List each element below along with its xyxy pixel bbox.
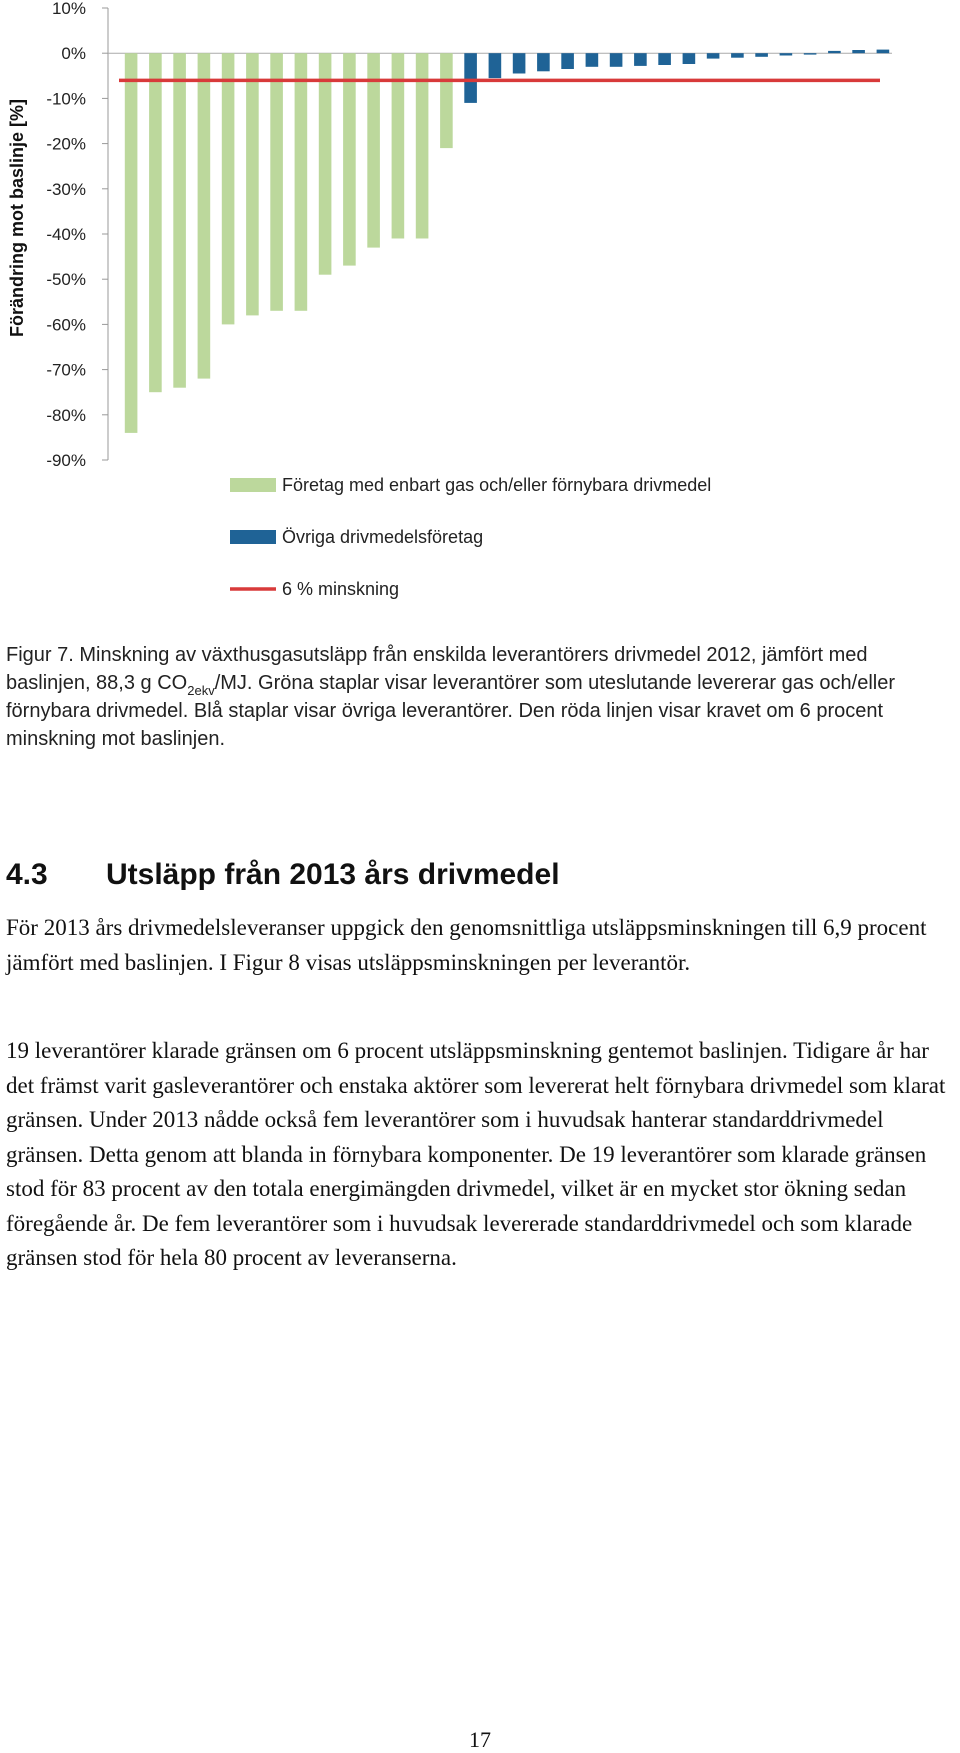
bars xyxy=(125,50,889,433)
y-tick-label: 10% xyxy=(51,0,86,18)
bar xyxy=(634,53,647,66)
bar xyxy=(610,53,623,67)
section-number: 4.3 xyxy=(6,858,48,891)
paragraph-2: 19 leverantörer klarade gränsen om 6 procent utsläppsminskning gentemot baslinjen. Tidigare år har det främst varit gasleverantörer och enstaka aktörer som levererat helt förnybara drivmedel som klarat gränsen. Under 2013 nådde också fem leverantörer som i huvudsak hanterar standarddrivmedel gränsen. Detta genom att blanda in förnybara komponenter. De 19 leverantörer som klarade gränsen stod för 83 procent av den totala energimängden drivmedel, vilket är en mycket stor ökning sedan föregående år. De fem leverantörer som i huvudsak levererade standarddrivmedel och som klarade gränsen stod för hela 80 procent av leveranserna. xyxy=(6,1038,946,1270)
bar xyxy=(828,51,841,53)
bar xyxy=(780,53,793,55)
legend-label: Övriga drivmedelsföretag xyxy=(282,527,484,547)
bar xyxy=(173,53,186,388)
y-tick-label: -30% xyxy=(46,179,86,199)
bar xyxy=(707,53,720,58)
bar xyxy=(804,53,817,54)
bar xyxy=(149,53,162,392)
y-tick-label: -60% xyxy=(46,315,86,335)
bar xyxy=(537,53,550,71)
bar xyxy=(513,53,526,73)
y-tick-label: -70% xyxy=(46,360,86,380)
bar xyxy=(755,53,768,57)
bar xyxy=(198,53,211,378)
bar xyxy=(877,50,890,54)
y-tick-label: -40% xyxy=(46,225,86,244)
section-title: Utsläpp från 2013 års drivmedel xyxy=(106,858,560,891)
bar xyxy=(561,53,574,69)
bar xyxy=(586,53,599,67)
bar xyxy=(683,53,696,64)
y-axis-label: Förändring mot baslinje [%] xyxy=(7,98,27,338)
caption-text-1: Figur 7. Minskning av växthusgasutsläpp från enskilda leverantörers drivmedel 2012, jämfört med baslinjen, 88,3 g CO xyxy=(6,644,868,694)
legend-label: Företag med enbart gas och/eller förnybara drivmedel xyxy=(282,475,712,495)
bar xyxy=(246,53,259,315)
bar xyxy=(489,53,502,78)
y-tick-label: -20% xyxy=(46,134,86,154)
bar xyxy=(270,53,283,311)
page-number: 17 xyxy=(469,1727,491,1752)
bar xyxy=(222,53,235,324)
caption-subscript: 2ekv xyxy=(187,683,215,698)
bar xyxy=(731,53,744,58)
legend-swatch xyxy=(230,530,276,544)
legend-swatch xyxy=(230,478,276,492)
bar xyxy=(295,53,308,311)
caption-text-2: /MJ. Gröna staplar visar leverantörer som uteslutande levererar gas och/eller förnybara drivmedel. Blå staplar visar övriga leverantörer. Den röda linjen visar kravet om 6 procent minskning mot baslinjen. xyxy=(6,672,896,750)
bar xyxy=(343,53,356,265)
y-tick-label: -50% xyxy=(46,270,86,290)
y-tick-label: 0% xyxy=(61,44,86,64)
y-tick-label: -10% xyxy=(46,89,86,109)
bar xyxy=(319,53,332,275)
paragraph-1: För 2013 års drivmedelsleveranser uppgick den genomsnittliga utsläppsminskningen till 6,9 procent jämfört med baslinjen. I Figur 8 visas utsläppsminskningen per leverantör. xyxy=(6,915,927,975)
y-tick-label: -90% xyxy=(46,451,86,470)
bar xyxy=(464,53,477,103)
bar xyxy=(125,53,138,433)
legend xyxy=(230,475,711,599)
legend-label: 6 % minskning xyxy=(282,579,400,599)
section-heading xyxy=(6,858,946,892)
bar xyxy=(367,53,380,247)
bar xyxy=(852,50,865,53)
figure-caption xyxy=(6,641,956,753)
emissions-bar-chart xyxy=(0,0,960,630)
bar xyxy=(440,53,453,148)
y-tick-label: -80% xyxy=(46,405,86,425)
bar xyxy=(658,53,671,65)
